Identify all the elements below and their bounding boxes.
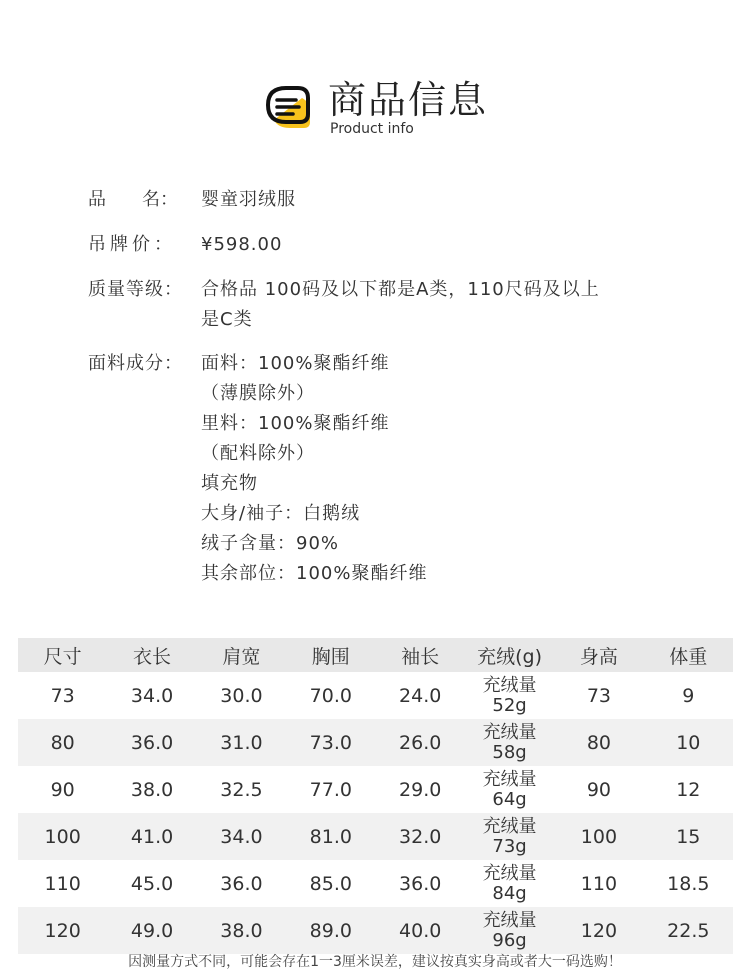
measurement-note: 因测量方式不同，可能会存在1一3厘米误差，建议按真实身高或者大一码选购！ bbox=[128, 954, 622, 970]
info-value bbox=[201, 275, 661, 335]
table-row bbox=[18, 672, 733, 719]
table-cell-weight: 22.5 bbox=[667, 919, 710, 942]
table-cell-length: 49.0 bbox=[130, 919, 174, 942]
fill-value: 58g bbox=[492, 741, 527, 763]
table-cell-chest: 73.0 bbox=[309, 731, 352, 754]
table-cell-shoulder: 31.0 bbox=[220, 731, 263, 754]
fill-label: 充绒量 bbox=[482, 674, 537, 696]
table-cell-weight: 18.5 bbox=[667, 872, 710, 895]
table-row bbox=[18, 766, 733, 813]
info-row-fabric bbox=[88, 349, 688, 589]
table-cell-shoulder: 32.5 bbox=[220, 778, 263, 801]
info-row-name bbox=[88, 185, 688, 215]
info-line: （薄膜除外） bbox=[201, 383, 315, 404]
column-header: 充绒(g) bbox=[477, 645, 542, 668]
table-cell-length: 36.0 bbox=[130, 731, 174, 754]
fill-cell bbox=[465, 672, 554, 719]
table-cell-size: 80 bbox=[50, 731, 75, 754]
fill-cell bbox=[465, 813, 554, 860]
table-cell-size: 90 bbox=[50, 778, 75, 801]
fill-label: 充绒量 bbox=[482, 768, 537, 790]
table-cell-height: 73 bbox=[586, 684, 612, 707]
table-cell-chest: 85.0 bbox=[309, 872, 352, 895]
table-row bbox=[18, 907, 733, 954]
fill-cell bbox=[465, 766, 554, 813]
table-cell-size: 100 bbox=[44, 825, 81, 848]
section-title: 商品信息 bbox=[328, 78, 489, 122]
info-label: 面料成分： bbox=[88, 353, 183, 374]
table-cell-length: 45.0 bbox=[130, 872, 174, 895]
table-cell-length: 41.0 bbox=[130, 825, 174, 848]
table-cell-height: 120 bbox=[580, 919, 618, 942]
column-header: 胸围 bbox=[311, 645, 350, 668]
info-value: ¥598.00 bbox=[201, 234, 283, 255]
table-cell-height: 90 bbox=[586, 778, 612, 801]
column-header: 尺寸 bbox=[43, 645, 82, 668]
info-value: 婴童羽绒服 bbox=[201, 189, 296, 210]
table-cell-sleeve: 26.0 bbox=[399, 731, 442, 754]
section-header bbox=[264, 74, 504, 144]
table-row bbox=[18, 719, 733, 766]
info-line: 里料：100%聚酯纤维 bbox=[201, 413, 390, 434]
fill-value: 64g bbox=[492, 788, 527, 810]
fill-cell bbox=[465, 719, 554, 766]
info-line: 其余部位：100%聚酯纤维 bbox=[201, 563, 428, 584]
info-line: 合格品 100码及以下都是A类，110尺码及以上 bbox=[201, 279, 600, 300]
info-row-grade bbox=[88, 275, 688, 335]
column-header: 身高 bbox=[579, 645, 618, 668]
section-subtitle: Product info bbox=[330, 121, 414, 137]
menu-list-icon bbox=[264, 84, 314, 130]
column-header: 肩宽 bbox=[222, 645, 261, 668]
fill-label: 充绒量 bbox=[482, 815, 537, 837]
table-cell-height: 100 bbox=[580, 825, 618, 848]
table-cell-length: 34.0 bbox=[130, 684, 174, 707]
table-cell-sleeve: 24.0 bbox=[399, 684, 442, 707]
info-line: 填充物 bbox=[201, 473, 258, 494]
table-cell-size: 110 bbox=[44, 872, 81, 895]
info-line: 大身/袖子：白鹅绒 bbox=[201, 503, 361, 524]
table-cell-height: 80 bbox=[586, 731, 612, 754]
info-line: （配料除外） bbox=[201, 443, 315, 464]
fill-label: 充绒量 bbox=[482, 909, 537, 931]
fill-value: 84g bbox=[492, 882, 527, 904]
table-cell-shoulder: 38.0 bbox=[220, 919, 263, 942]
table-cell-length: 38.0 bbox=[130, 778, 174, 801]
fill-label: 充绒量 bbox=[482, 721, 537, 743]
table-cell-shoulder: 36.0 bbox=[220, 872, 263, 895]
column-header: 袖长 bbox=[401, 645, 440, 668]
info-line: 绒子含量：90% bbox=[201, 533, 340, 554]
table-cell-size: 120 bbox=[44, 919, 81, 942]
table-cell-size: 73 bbox=[50, 684, 75, 707]
table-cell-sleeve: 32.0 bbox=[399, 825, 442, 848]
info-label: 品 名： bbox=[88, 189, 178, 210]
table-cell-chest: 77.0 bbox=[309, 778, 352, 801]
table-cell-sleeve: 29.0 bbox=[399, 778, 442, 801]
fill-cell bbox=[465, 860, 554, 907]
table-cell-height: 110 bbox=[580, 872, 618, 895]
table-cell-shoulder: 34.0 bbox=[220, 825, 263, 848]
table-cell-sleeve: 36.0 bbox=[399, 872, 442, 895]
table-cell-weight: 12 bbox=[676, 778, 701, 801]
table-cell-weight: 15 bbox=[676, 825, 701, 848]
table-row bbox=[18, 813, 733, 860]
info-label: 吊牌价： bbox=[88, 234, 176, 255]
table-row bbox=[18, 860, 733, 907]
table-cell-shoulder: 30.0 bbox=[220, 684, 263, 707]
table-cell-sleeve: 40.0 bbox=[399, 919, 442, 942]
info-label: 质量等级： bbox=[88, 279, 183, 300]
fill-value: 96g bbox=[492, 929, 527, 951]
table-cell-weight: 10 bbox=[676, 731, 701, 754]
table-cell-chest: 70.0 bbox=[309, 684, 352, 707]
column-header: 衣长 bbox=[133, 645, 172, 668]
column-header: 体重 bbox=[669, 645, 708, 668]
fill-label: 充绒量 bbox=[482, 862, 537, 884]
fill-value: 52g bbox=[492, 694, 527, 716]
size-table bbox=[18, 638, 733, 954]
info-row-price bbox=[88, 230, 688, 260]
table-cell-chest: 81.0 bbox=[309, 825, 352, 848]
fill-cell bbox=[465, 907, 554, 954]
table-cell-chest: 89.0 bbox=[309, 919, 352, 942]
table-header bbox=[18, 638, 733, 672]
fill-value: 73g bbox=[492, 835, 527, 857]
info-value bbox=[201, 349, 661, 589]
info-line: 面料：100%聚酯纤维 bbox=[201, 353, 390, 374]
table-body bbox=[18, 672, 733, 954]
info-line: 是C类 bbox=[201, 309, 253, 330]
table-cell-weight: 9 bbox=[682, 684, 695, 707]
